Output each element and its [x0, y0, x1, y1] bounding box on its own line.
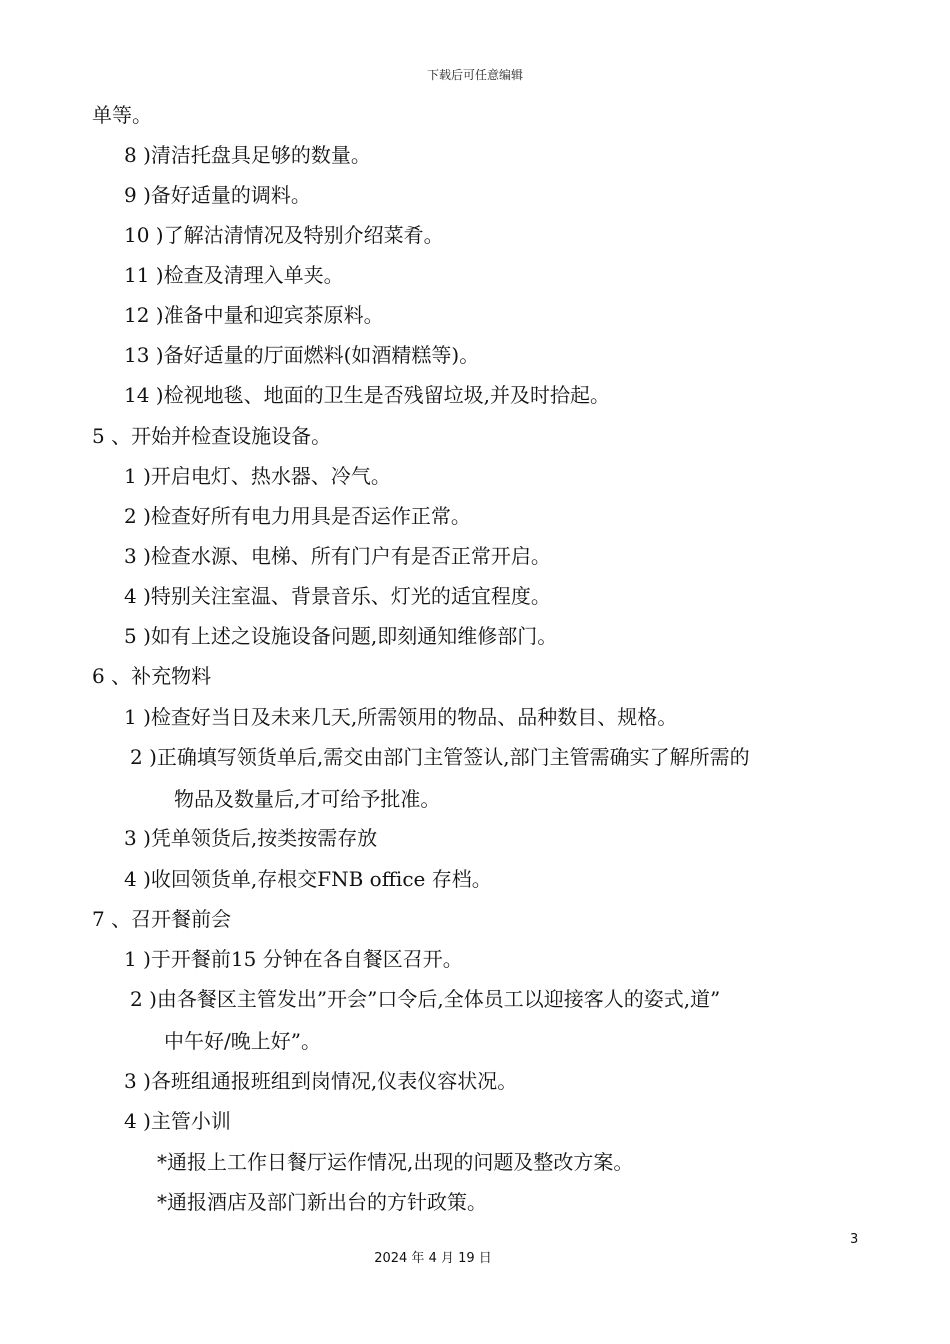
body-line: 13 )备好适量的厅面燃料(如酒精糕等)。	[124, 343, 480, 367]
body-line: 1 )于开餐前15 分钟在各自餐区召开。	[124, 947, 463, 971]
body-line: *通报上工作日餐厅运作情况,出现的问题及整改方案。	[157, 1150, 634, 1174]
body-line: 10 )了解沽清情况及特别介绍菜肴。	[124, 223, 444, 247]
section-heading: 7 、召开餐前会	[92, 907, 232, 931]
section-heading: 5 、开始并检查设施设备。	[92, 424, 332, 448]
footer-date: 2024 年 4 月 19 日	[374, 1251, 492, 1266]
body-line: 2 )由各餐区主管发出”开会”口令后,全体员工以迎接客人的姿式,道”	[130, 987, 721, 1011]
page-header: 下载后可任意编辑	[426, 68, 523, 82]
body-line: 4 )特别关注室温、背景音乐、灯光的适宜程度。	[124, 584, 551, 608]
body-line: 11 )检查及清理入单夹。	[124, 263, 344, 287]
body-line: 8 )清洁托盘具足够的数量。	[124, 143, 371, 167]
body-line: 12 )准备中量和迎宾茶原料。	[124, 303, 384, 327]
body-line: 中午好/晚上好”。	[164, 1029, 321, 1053]
body-line: 3 )各班组通报班组到岗情况,仪表仪容状况。	[124, 1069, 518, 1093]
body-line: 4 )收回领货单,存根交FNB office 存档。	[124, 867, 492, 891]
body-line: 2 )检查好所有电力用具是否运作正常。	[124, 504, 471, 528]
page-number: 3	[850, 1232, 859, 1247]
body-line: 3 )检查水源、电梯、所有门户有是否正常开启。	[124, 544, 551, 568]
body-line: 14 )检视地毯、地面的卫生是否残留垃圾,并及时拾起。	[124, 383, 610, 407]
body-line: 5 )如有上述之设施设备问题,即刻通知维修部门。	[124, 624, 558, 648]
body-line: 3 )凭单领货后,按类按需存放	[124, 826, 378, 850]
body-line: 4 )主管小训	[124, 1109, 231, 1133]
body-line: 单等。	[92, 103, 152, 127]
body-line: 2 )正确填写领货单后,需交由部门主管签认,部门主管需确实了解所需的	[130, 745, 750, 769]
body-line: 1 )检查好当日及未来几天,所需领用的物品、品种数目、规格。	[124, 705, 678, 729]
body-line: 1 )开启电灯、热水器、冷气。	[124, 464, 391, 488]
section-heading: 6 、补充物料	[92, 664, 212, 688]
body-line: 9 )备好适量的调料。	[124, 183, 311, 207]
body-line: *通报酒店及部门新出台的方针政策。	[157, 1190, 487, 1214]
body-line: 物品及数量后,才可给予批准。	[174, 787, 441, 811]
